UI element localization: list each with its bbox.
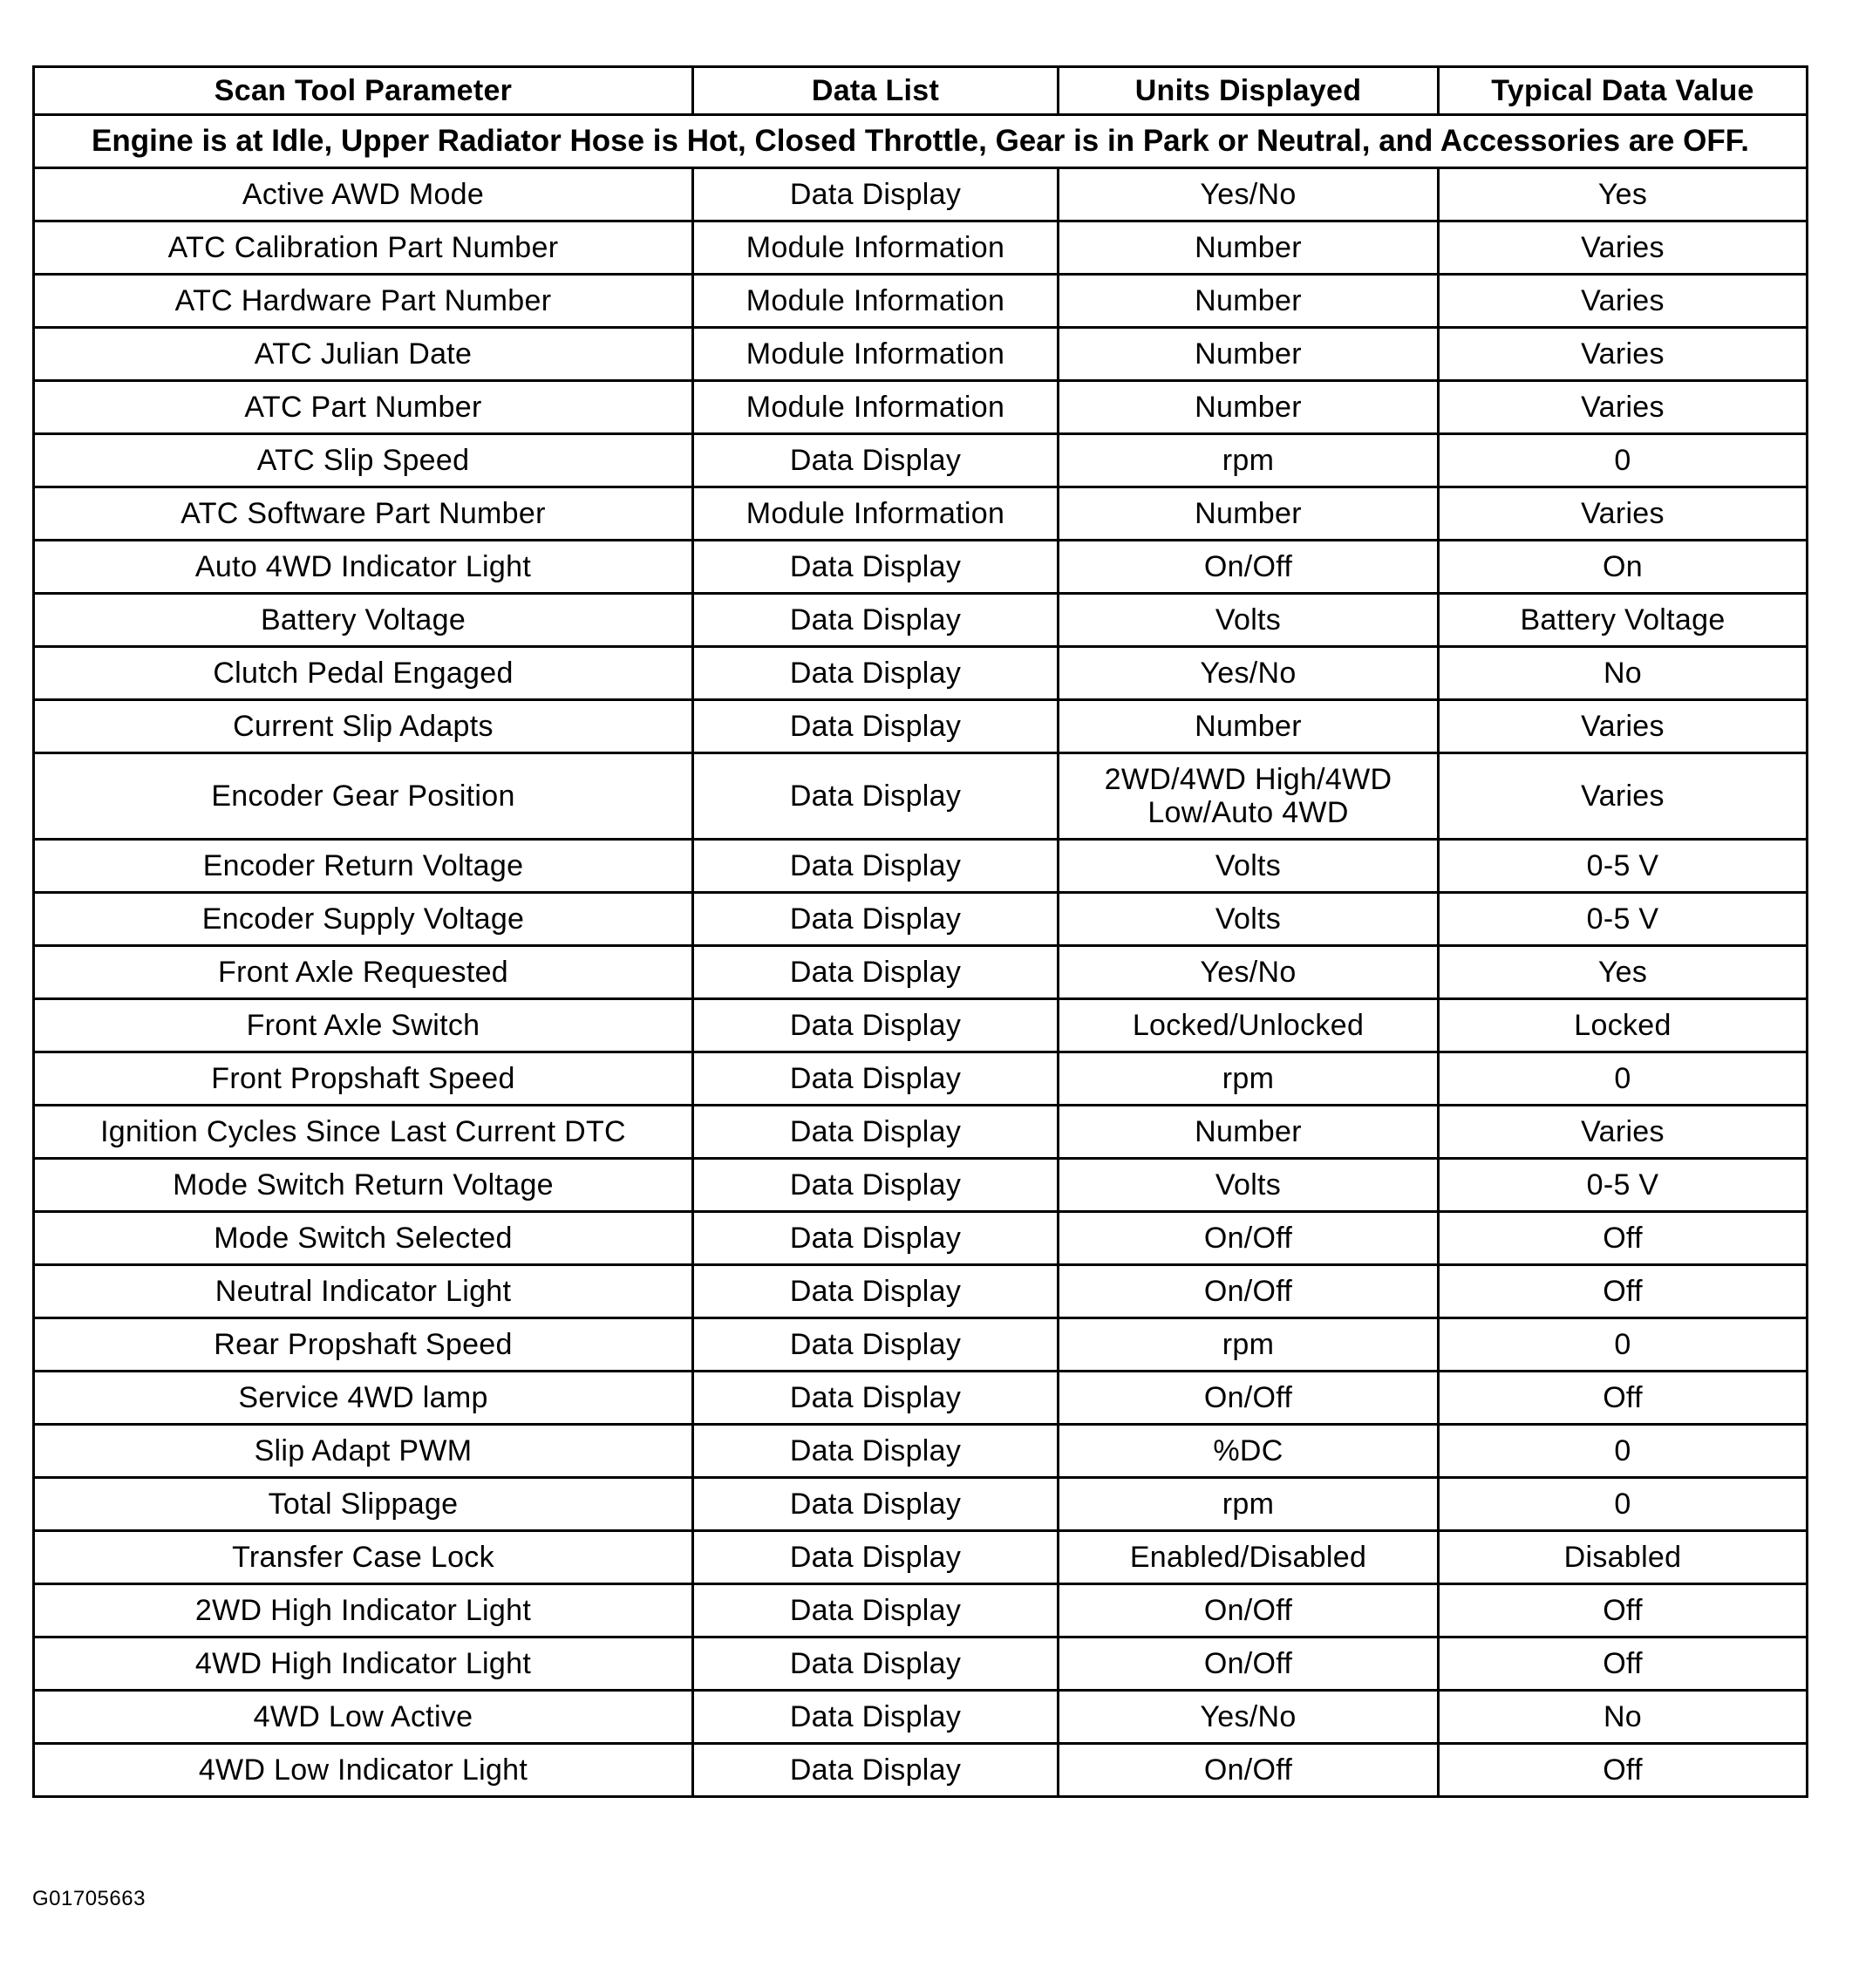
data-list-cell: Data Display bbox=[693, 434, 1059, 487]
units-cell: On/Off bbox=[1059, 1637, 1439, 1691]
table-row bbox=[34, 1637, 1808, 1691]
units-cell: Yes/No bbox=[1059, 946, 1439, 999]
table-row bbox=[34, 168, 1808, 221]
table-row bbox=[34, 647, 1808, 700]
data-list-cell: Data Display bbox=[693, 1691, 1059, 1744]
units-cell: Locked/Unlocked bbox=[1059, 999, 1439, 1052]
parameter-cell: Rear Propshaft Speed bbox=[34, 1318, 693, 1372]
units-cell: rpm bbox=[1059, 1478, 1439, 1531]
typical-value-cell: Yes bbox=[1439, 168, 1808, 221]
data-list-cell: Data Display bbox=[693, 594, 1059, 647]
typical-value-cell: Off bbox=[1439, 1372, 1808, 1425]
units-cell: Volts bbox=[1059, 840, 1439, 893]
table-row bbox=[34, 1691, 1808, 1744]
typical-value-cell: Off bbox=[1439, 1637, 1808, 1691]
parameter-cell: ATC Julian Date bbox=[34, 328, 693, 381]
table-row bbox=[34, 753, 1808, 840]
typical-value-cell: No bbox=[1439, 1691, 1808, 1744]
data-list-cell: Data Display bbox=[693, 700, 1059, 753]
table-row bbox=[34, 275, 1808, 328]
units-cell bbox=[1059, 753, 1439, 840]
parameter-cell: ATC Calibration Part Number bbox=[34, 221, 693, 275]
typical-value-cell: Varies bbox=[1439, 753, 1808, 840]
table-row bbox=[34, 221, 1808, 275]
units-cell: Volts bbox=[1059, 594, 1439, 647]
units-cell: Volts bbox=[1059, 1159, 1439, 1212]
parameter-cell: Front Propshaft Speed bbox=[34, 1052, 693, 1106]
table-row bbox=[34, 700, 1808, 753]
typical-value-cell: 0-5 V bbox=[1439, 1159, 1808, 1212]
table-row bbox=[34, 1744, 1808, 1797]
typical-value-cell: 0 bbox=[1439, 1318, 1808, 1372]
typical-value-cell: Varies bbox=[1439, 328, 1808, 381]
units-cell: On/Off bbox=[1059, 1372, 1439, 1425]
data-list-cell: Data Display bbox=[693, 168, 1059, 221]
typical-value-cell: Off bbox=[1439, 1265, 1808, 1318]
data-list-cell: Data Display bbox=[693, 541, 1059, 594]
typical-value-cell: 0 bbox=[1439, 1478, 1808, 1531]
units-cell: Number bbox=[1059, 487, 1439, 541]
typical-value-cell: Varies bbox=[1439, 700, 1808, 753]
header-data-list: Data List bbox=[693, 67, 1059, 115]
header-units-displayed: Units Displayed bbox=[1059, 67, 1439, 115]
units-cell: rpm bbox=[1059, 1318, 1439, 1372]
data-list-cell: Module Information bbox=[693, 328, 1059, 381]
typical-value-cell: Yes bbox=[1439, 946, 1808, 999]
units-line: Low/Auto 4WD bbox=[1147, 796, 1349, 829]
typical-value-cell: No bbox=[1439, 647, 1808, 700]
typical-value-cell: 0 bbox=[1439, 434, 1808, 487]
parameter-cell: Active AWD Mode bbox=[34, 168, 693, 221]
table-row bbox=[34, 1106, 1808, 1159]
data-list-cell: Data Display bbox=[693, 1425, 1059, 1478]
table-row bbox=[34, 1159, 1808, 1212]
typical-value-cell: Disabled bbox=[1439, 1531, 1808, 1584]
typical-value-cell: Battery Voltage bbox=[1439, 594, 1808, 647]
data-list-cell: Data Display bbox=[693, 946, 1059, 999]
test-condition: Engine is at Idle, Upper Radiator Hose is Hot, Closed Throttle, Gear is in Park or Neutral, and Accessories are OFF. bbox=[34, 115, 1808, 168]
units-cell: Number bbox=[1059, 381, 1439, 434]
data-list-cell: Data Display bbox=[693, 1318, 1059, 1372]
data-list-cell: Data Display bbox=[693, 893, 1059, 946]
units-cell: Yes/No bbox=[1059, 647, 1439, 700]
data-list-cell: Data Display bbox=[693, 999, 1059, 1052]
units-cell: On/Off bbox=[1059, 1744, 1439, 1797]
parameter-cell: 4WD Low Indicator Light bbox=[34, 1744, 693, 1797]
table-row bbox=[34, 946, 1808, 999]
typical-value-cell: Varies bbox=[1439, 487, 1808, 541]
table-row bbox=[34, 999, 1808, 1052]
units-cell: Number bbox=[1059, 221, 1439, 275]
table-row bbox=[34, 1531, 1808, 1584]
header-typical-data-value: Typical Data Value bbox=[1439, 67, 1808, 115]
table-row bbox=[34, 328, 1808, 381]
units-cell: On/Off bbox=[1059, 1212, 1439, 1265]
typical-value-cell: Varies bbox=[1439, 381, 1808, 434]
units-cell: Number bbox=[1059, 328, 1439, 381]
parameter-cell: Service 4WD lamp bbox=[34, 1372, 693, 1425]
data-list-cell: Data Display bbox=[693, 1372, 1059, 1425]
table-row bbox=[34, 541, 1808, 594]
table-row bbox=[34, 1372, 1808, 1425]
data-list-cell: Data Display bbox=[693, 1265, 1059, 1318]
typical-value-cell: 0 bbox=[1439, 1425, 1808, 1478]
header-row bbox=[34, 67, 1808, 115]
table-row bbox=[34, 594, 1808, 647]
parameter-cell: Mode Switch Selected bbox=[34, 1212, 693, 1265]
data-list-cell: Module Information bbox=[693, 221, 1059, 275]
table-row bbox=[34, 1212, 1808, 1265]
units-line: 2WD/4WD High/4WD bbox=[1104, 763, 1392, 796]
data-list-cell: Data Display bbox=[693, 1159, 1059, 1212]
data-list-cell: Data Display bbox=[693, 1052, 1059, 1106]
typical-value-cell: 0-5 V bbox=[1439, 840, 1808, 893]
parameter-cell: ATC Part Number bbox=[34, 381, 693, 434]
data-list-cell: Data Display bbox=[693, 840, 1059, 893]
units-cell: Yes/No bbox=[1059, 168, 1439, 221]
data-list-cell: Module Information bbox=[693, 381, 1059, 434]
typical-value-cell: 0 bbox=[1439, 1052, 1808, 1106]
data-list-cell: Data Display bbox=[693, 1531, 1059, 1584]
table-row bbox=[34, 487, 1808, 541]
typical-value-cell: Off bbox=[1439, 1584, 1808, 1637]
typical-value-cell: Off bbox=[1439, 1212, 1808, 1265]
scan-tool-data-sheet bbox=[32, 65, 1806, 1798]
parameter-cell: Encoder Supply Voltage bbox=[34, 893, 693, 946]
units-cell: Enabled/Disabled bbox=[1059, 1531, 1439, 1584]
units-cell: On/Off bbox=[1059, 1265, 1439, 1318]
parameter-cell: Encoder Gear Position bbox=[34, 753, 693, 840]
parameter-cell: Front Axle Switch bbox=[34, 999, 693, 1052]
units-cell: On/Off bbox=[1059, 1584, 1439, 1637]
table-row bbox=[34, 1425, 1808, 1478]
data-list-cell: Data Display bbox=[693, 1584, 1059, 1637]
typical-value-cell: Varies bbox=[1439, 275, 1808, 328]
parameter-cell: Slip Adapt PWM bbox=[34, 1425, 693, 1478]
parameter-cell: 4WD High Indicator Light bbox=[34, 1637, 693, 1691]
table-row bbox=[34, 840, 1808, 893]
data-list-cell: Data Display bbox=[693, 753, 1059, 840]
parameter-cell: ATC Software Part Number bbox=[34, 487, 693, 541]
typical-value-cell: Locked bbox=[1439, 999, 1808, 1052]
table-body bbox=[34, 115, 1808, 1797]
scan-tool-parameter-table bbox=[32, 65, 1808, 1798]
table-row bbox=[34, 1584, 1808, 1637]
parameter-cell: Ignition Cycles Since Last Current DTC bbox=[34, 1106, 693, 1159]
typical-value-cell: Varies bbox=[1439, 221, 1808, 275]
data-list-cell: Module Information bbox=[693, 275, 1059, 328]
header-scan-tool-parameter: Scan Tool Parameter bbox=[34, 67, 693, 115]
condition-row bbox=[34, 115, 1808, 168]
typical-value-cell: On bbox=[1439, 541, 1808, 594]
parameter-cell: ATC Hardware Part Number bbox=[34, 275, 693, 328]
units-cell: rpm bbox=[1059, 1052, 1439, 1106]
table-row bbox=[34, 381, 1808, 434]
table-row bbox=[34, 1318, 1808, 1372]
units-cell: On/Off bbox=[1059, 541, 1439, 594]
data-list-cell: Data Display bbox=[693, 1478, 1059, 1531]
table-row bbox=[34, 434, 1808, 487]
data-list-cell: Data Display bbox=[693, 1637, 1059, 1691]
typical-value-cell: Varies bbox=[1439, 1106, 1808, 1159]
parameter-cell: Total Slippage bbox=[34, 1478, 693, 1531]
table-row bbox=[34, 1478, 1808, 1531]
figure-id: G01705663 bbox=[32, 1887, 146, 1910]
parameter-cell: Mode Switch Return Voltage bbox=[34, 1159, 693, 1212]
parameter-cell: Front Axle Requested bbox=[34, 946, 693, 999]
parameter-cell: Neutral Indicator Light bbox=[34, 1265, 693, 1318]
units-cell: Number bbox=[1059, 275, 1439, 328]
table-row bbox=[34, 1265, 1808, 1318]
parameter-cell: Auto 4WD Indicator Light bbox=[34, 541, 693, 594]
parameter-cell: 2WD High Indicator Light bbox=[34, 1584, 693, 1637]
parameter-cell: Clutch Pedal Engaged bbox=[34, 647, 693, 700]
data-list-cell: Data Display bbox=[693, 1744, 1059, 1797]
parameter-cell: Transfer Case Lock bbox=[34, 1531, 693, 1584]
data-list-cell: Data Display bbox=[693, 1106, 1059, 1159]
table-header bbox=[34, 67, 1808, 115]
typical-value-cell: 0-5 V bbox=[1439, 893, 1808, 946]
typical-value-cell: Off bbox=[1439, 1744, 1808, 1797]
units-cell: rpm bbox=[1059, 434, 1439, 487]
parameter-cell: Battery Voltage bbox=[34, 594, 693, 647]
units-cell: Number bbox=[1059, 700, 1439, 753]
units-cell: %DC bbox=[1059, 1425, 1439, 1478]
table-row bbox=[34, 893, 1808, 946]
data-list-cell: Data Display bbox=[693, 1212, 1059, 1265]
data-list-cell: Data Display bbox=[693, 647, 1059, 700]
parameter-cell: Current Slip Adapts bbox=[34, 700, 693, 753]
units-cell: Volts bbox=[1059, 893, 1439, 946]
units-cell: Yes/No bbox=[1059, 1691, 1439, 1744]
parameter-cell: ATC Slip Speed bbox=[34, 434, 693, 487]
units-cell: Number bbox=[1059, 1106, 1439, 1159]
table-row bbox=[34, 1052, 1808, 1106]
parameter-cell: Encoder Return Voltage bbox=[34, 840, 693, 893]
parameter-cell: 4WD Low Active bbox=[34, 1691, 693, 1744]
data-list-cell: Module Information bbox=[693, 487, 1059, 541]
